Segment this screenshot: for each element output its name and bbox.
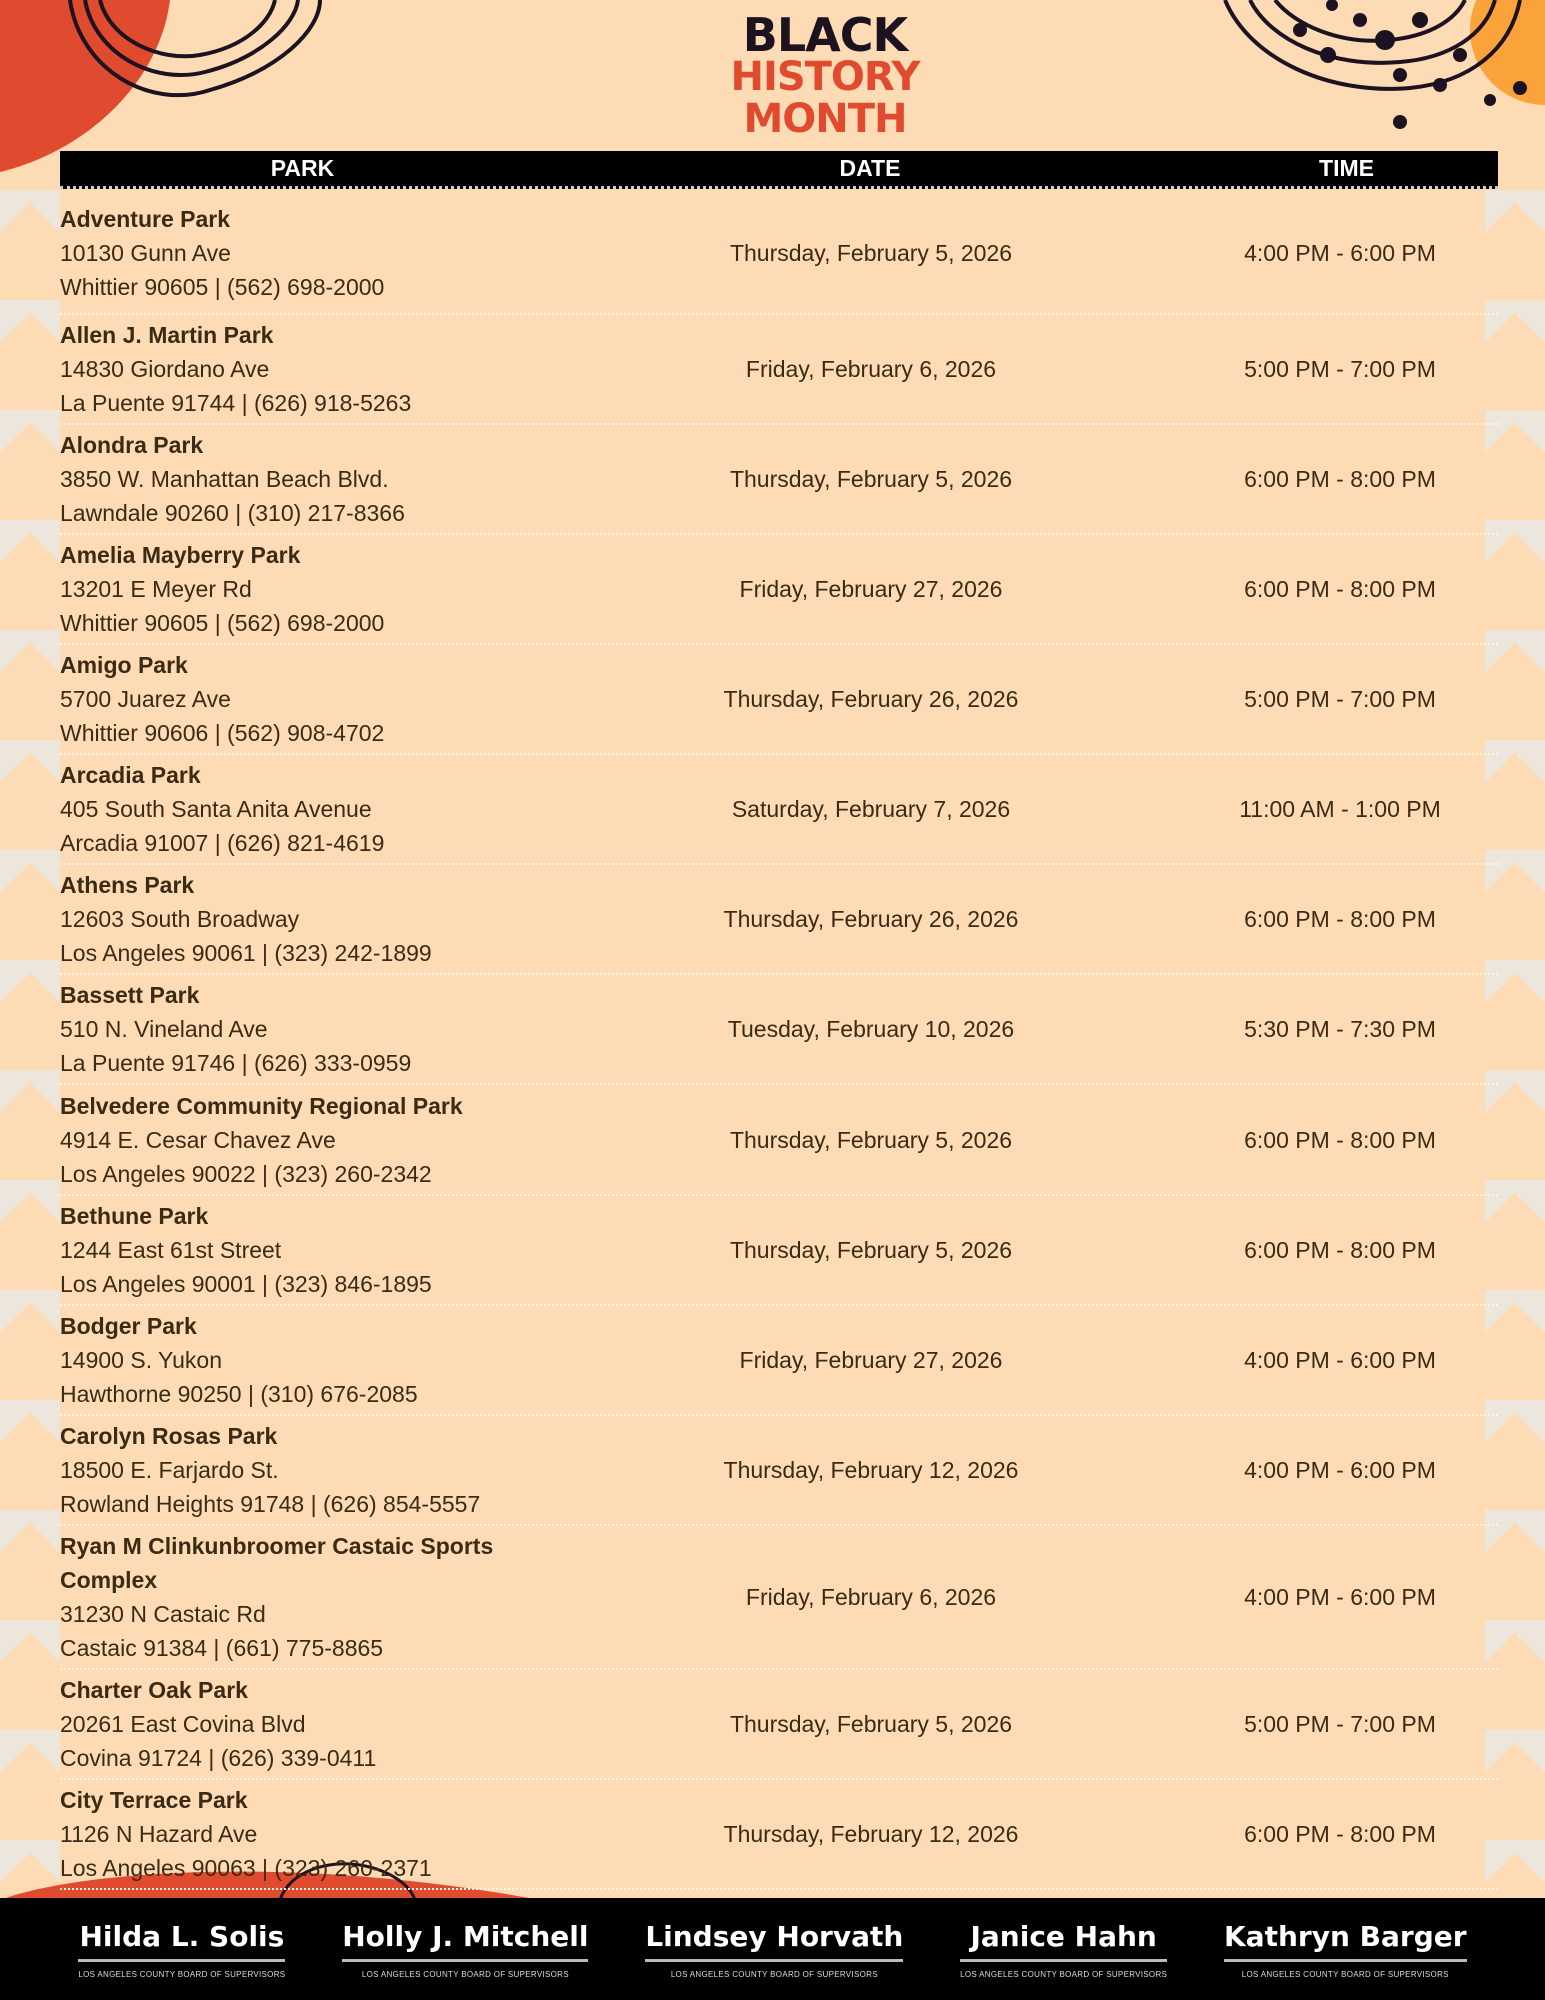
- table-row: [60, 1085, 1498, 1196]
- title-history: HISTORY: [730, 54, 920, 100]
- park-cell: [60, 1195, 560, 1305]
- park-cell: [60, 1525, 560, 1669]
- event-date: Thursday, February 26, 2026: [723, 906, 1019, 932]
- event-date: Friday, February 6, 2026: [745, 1584, 997, 1610]
- black-history-month-logo: [725, 8, 925, 142]
- event-time: 6:00 PM - 8:00 PM: [1244, 1126, 1436, 1153]
- park-cell: [60, 534, 560, 644]
- park-name: Adventure Park: [60, 205, 231, 232]
- park-city-phone: Whittier 90606 | (562) 908-4702: [60, 720, 385, 746]
- header-date: DATE: [839, 155, 901, 181]
- table-row: [60, 1526, 1498, 1670]
- supervisor-title: LOS ANGELES COUNTY BOARD OF SUPERVISORS: [960, 1969, 1168, 1979]
- park-address: 20261 East Covina Blvd: [60, 1711, 306, 1737]
- supervisor-name: Lindsey Horvath: [645, 1920, 903, 1962]
- park-cell: [60, 1085, 560, 1195]
- header-time: TIME: [1319, 155, 1374, 181]
- supervisors-footer: [0, 1898, 1545, 2000]
- table-row: [60, 425, 1498, 535]
- park-name: Carolyn Rosas Park: [60, 1423, 278, 1449]
- park-address: 510 N. Vineland Ave: [60, 1016, 268, 1042]
- park-city-phone: Los Angeles 90063 | (323) 260-2371: [60, 1855, 432, 1881]
- park-cell: [60, 198, 560, 308]
- title-black: BLACK: [742, 8, 908, 62]
- park-city-phone: Lawndale 90260 | (310) 217-8366: [60, 500, 405, 526]
- table-row: [60, 535, 1498, 645]
- park-city-phone: Castaic 91384 | (661) 775-8865: [60, 1635, 384, 1661]
- event-date: Thursday, February 12, 2026: [723, 1821, 1019, 1847]
- supervisor-signature: [1224, 1920, 1467, 1979]
- supervisor-title: LOS ANGELES COUNTY BOARD OF SUPERVISORS: [78, 1969, 286, 1979]
- event-date: Thursday, February 5, 2026: [729, 466, 1013, 492]
- event-date: Friday, February 27, 2026: [739, 576, 1003, 602]
- park-name: Bodger Park: [60, 1313, 197, 1339]
- park-name: Amigo Park: [60, 652, 188, 678]
- park-cell: [60, 754, 560, 864]
- park-name: Amelia Mayberry Park: [60, 542, 301, 568]
- supervisor-signature: [78, 1920, 285, 1979]
- event-date: Thursday, February 5, 2026: [729, 1237, 1013, 1263]
- event-time: 4:00 PM - 6:00 PM: [1244, 1347, 1436, 1373]
- park-cell: [60, 864, 560, 974]
- park-address: 13201 E Meyer Rd: [60, 576, 252, 602]
- table-row: [60, 1780, 1498, 1890]
- table-row: [60, 315, 1498, 425]
- zigzag-border-left: [0, 190, 60, 1890]
- park-cell: [60, 314, 560, 424]
- park-city-phone: La Puente 91744 | (626) 918-5263: [60, 390, 412, 416]
- title-month: MONTH: [743, 96, 907, 142]
- supervisor-name: Kathryn Barger: [1224, 1920, 1467, 1962]
- park-city-phone: Whittier 90605 | (562) 698-2000: [60, 273, 385, 300]
- event-date: Thursday, February 26, 2026: [723, 686, 1019, 712]
- park-address: 14900 S. Yukon: [60, 1347, 222, 1373]
- supervisor-name: Janice Hahn: [960, 1920, 1167, 1962]
- supervisor-title: LOS ANGELES COUNTY BOARD OF SUPERVISORS: [361, 1969, 569, 1979]
- park-name: Arcadia Park: [60, 762, 201, 788]
- supervisor-name: Holly J. Mitchell: [342, 1920, 588, 1962]
- event-date: Tuesday, February 10, 2026: [727, 1016, 1015, 1042]
- park-address: 1244 East 61st Street: [60, 1237, 282, 1263]
- supervisor-signature: [645, 1920, 903, 1979]
- park-address: 4914 E. Cesar Chavez Ave: [60, 1126, 336, 1153]
- park-cell: [60, 1305, 560, 1415]
- park-name: Allen J. Martin Park: [60, 322, 274, 348]
- table-row: [60, 1306, 1498, 1416]
- park-name: Bethune Park: [60, 1203, 209, 1229]
- park-name: City Terrace Park: [60, 1787, 248, 1813]
- park-cell: [60, 644, 560, 754]
- table-row: [60, 1196, 1498, 1306]
- park-address: 18500 E. Farjardo St.: [60, 1457, 279, 1483]
- park-cell: [60, 974, 560, 1084]
- park-name: Bassett Park: [60, 982, 200, 1008]
- park-cell: [60, 1669, 560, 1779]
- event-time: 4:00 PM - 6:00 PM: [1244, 1457, 1436, 1483]
- event-time: 6:00 PM - 8:00 PM: [1244, 1237, 1436, 1263]
- event-date: Friday, February 6, 2026: [745, 356, 997, 382]
- park-city-phone: Arcadia 91007 | (626) 821-4619: [60, 830, 385, 856]
- park-cell: [60, 1779, 560, 1889]
- table-row: [60, 192, 1498, 315]
- park-cell: [60, 424, 560, 534]
- park-city-phone: Los Angeles 90061 | (323) 242-1899: [60, 940, 432, 966]
- event-time: 5:00 PM - 7:00 PM: [1244, 1711, 1436, 1737]
- table-row: [60, 1670, 1498, 1780]
- event-time: 5:30 PM - 7:30 PM: [1244, 1016, 1436, 1042]
- table-row: [60, 975, 1498, 1085]
- park-address: 5700 Juarez Ave: [60, 686, 231, 712]
- park-city-phone: La Puente 91746 | (626) 333-0959: [60, 1050, 412, 1076]
- park-name: Athens Park: [60, 872, 195, 898]
- event-time: 6:00 PM - 8:00 PM: [1244, 576, 1436, 602]
- table-row: [60, 865, 1498, 975]
- supervisor-signature: [342, 1920, 588, 1979]
- park-city-phone: Los Angeles 90022 | (323) 260-2342: [60, 1160, 432, 1187]
- park-address: 12603 South Broadway: [60, 906, 300, 932]
- park-cell: [60, 1415, 560, 1525]
- table-row: [60, 1416, 1498, 1526]
- event-time: 11:00 AM - 1:00 PM: [1239, 796, 1441, 822]
- park-city-phone: Rowland Heights 91748 | (626) 854-5557: [60, 1491, 481, 1517]
- header-park: PARK: [270, 155, 335, 181]
- park-name: Charter Oak Park: [60, 1677, 248, 1703]
- park-city-phone: Hawthorne 90250 | (310) 676-2085: [60, 1381, 418, 1407]
- decorative-arcs-dots-right: [1210, 0, 1545, 140]
- event-date: Thursday, February 5, 2026: [729, 1126, 1013, 1153]
- event-date: Thursday, February 5, 2026: [729, 239, 1013, 266]
- park-address: 14830 Giordano Ave: [60, 356, 270, 382]
- event-time: 5:00 PM - 7:00 PM: [1244, 356, 1436, 382]
- table-row: [60, 755, 1498, 865]
- event-time: 4:00 PM - 6:00 PM: [1244, 239, 1436, 266]
- event-date: Friday, February 27, 2026: [739, 1347, 1003, 1373]
- park-name: Belvedere Community Regional Park: [60, 1092, 463, 1119]
- event-date: Thursday, February 12, 2026: [723, 1457, 1019, 1483]
- event-date: Saturday, February 7, 2026: [731, 796, 1011, 822]
- park-address: 405 South Santa Anita Avenue: [60, 796, 372, 822]
- park-city-phone: Los Angeles 90001 | (323) 846-1895: [60, 1271, 432, 1297]
- events-table: [60, 192, 1498, 1890]
- supervisor-title: LOS ANGELES COUNTY BOARD OF SUPERVISORS: [1241, 1969, 1449, 1979]
- park-address: 1126 N Hazard Ave: [60, 1821, 258, 1847]
- park-address: 3850 W. Manhattan Beach Blvd.: [60, 466, 389, 492]
- supervisor-title: LOS ANGELES COUNTY BOARD OF SUPERVISORS: [670, 1969, 878, 1979]
- event-time: 6:00 PM - 8:00 PM: [1244, 906, 1436, 932]
- table-header: [60, 151, 1498, 189]
- event-time: 5:00 PM - 7:00 PM: [1244, 686, 1436, 712]
- event-time: 6:00 PM - 8:00 PM: [1244, 1821, 1436, 1847]
- supervisor-name: Hilda L. Solis: [78, 1920, 285, 1962]
- event-time: 4:00 PM - 6:00 PM: [1244, 1584, 1436, 1610]
- park-address: 31230 N Castaic Rd: [60, 1601, 266, 1627]
- park-city-phone: Whittier 90605 | (562) 698-2000: [60, 610, 385, 636]
- park-city-phone: Covina 91724 | (626) 339-0411: [60, 1745, 377, 1771]
- park-name: Ryan M Clinkunbroomer Castaic Sports Complex: [60, 1533, 494, 1593]
- supervisor-signature: [960, 1920, 1167, 1979]
- park-address: 10130 Gunn Ave: [60, 239, 231, 266]
- event-date: Thursday, February 5, 2026: [729, 1711, 1013, 1737]
- table-row: [60, 645, 1498, 755]
- park-name: Alondra Park: [60, 432, 204, 458]
- event-time: 6:00 PM - 8:00 PM: [1244, 466, 1436, 492]
